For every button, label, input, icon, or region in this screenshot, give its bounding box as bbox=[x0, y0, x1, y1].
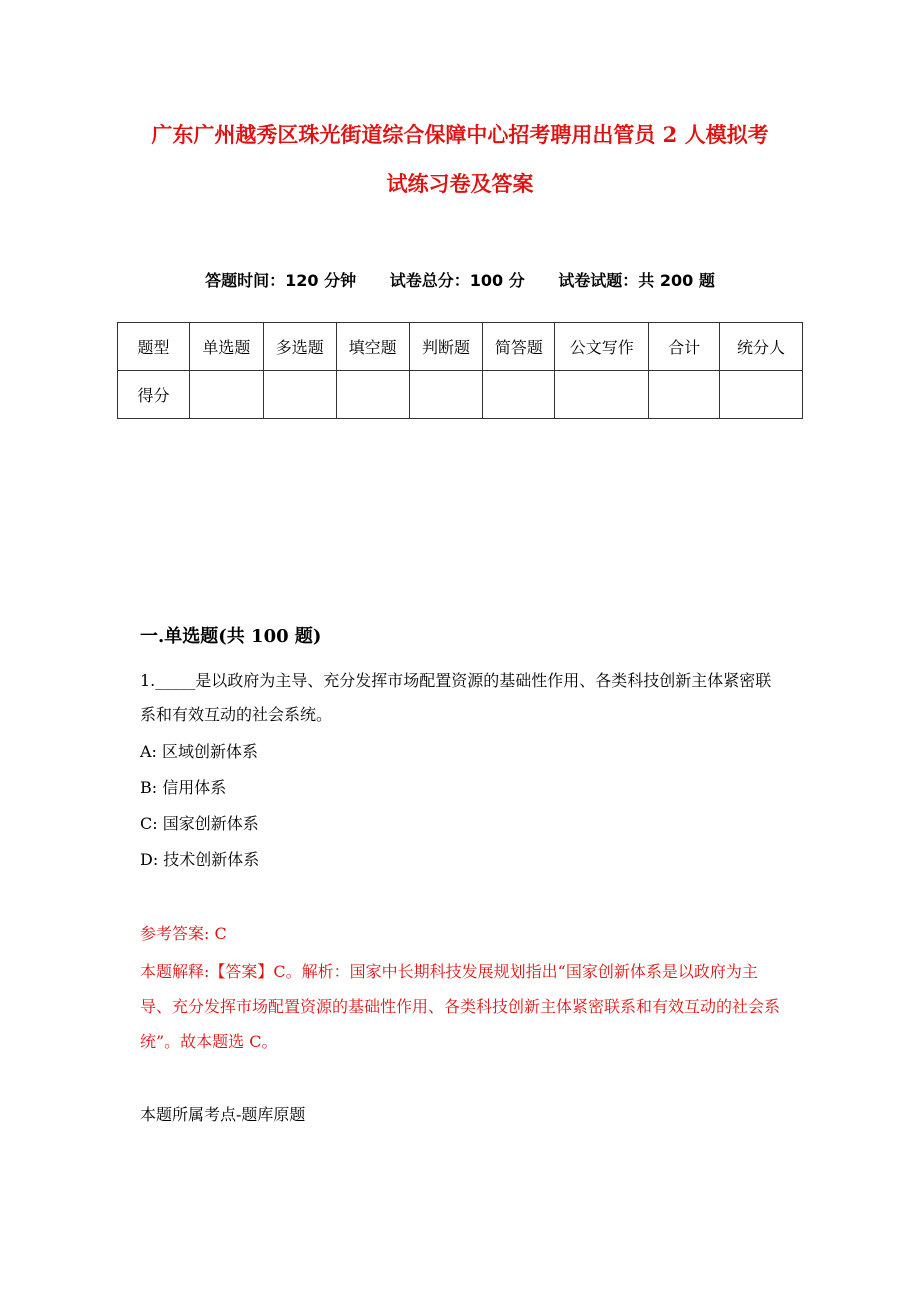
score-table bbox=[117, 322, 803, 419]
option-a: A: 区域创新体系 bbox=[140, 742, 259, 761]
question-stem: 1._____是以政府为主导、充分发挥市场配置资源的基础性作用、各类科技创新主体紧密联系和有效互动的社会系统。 bbox=[140, 671, 772, 724]
score-cell bbox=[483, 371, 555, 419]
score-table-header-row bbox=[118, 323, 803, 371]
exam-time: 答题时间：120 分钟 bbox=[205, 271, 357, 290]
answer-explanation: 本题解释:【答案】C。解析：国家中长期科技发展规划指出“国家创新体系是以政府为主导、充分发挥市场配置资源的基础性作用、各类科技创新主体紧密联系和有效互动的社会系统”。故本题选 C。 bbox=[140, 962, 781, 1051]
score-cell bbox=[649, 371, 720, 419]
exam-meta bbox=[0, 269, 920, 293]
document-title-line2: 试练习卷及答案 bbox=[386, 171, 534, 196]
question-source-note: 本题所属考点-题库原题 bbox=[140, 1105, 306, 1124]
score-table-header: 单选题 bbox=[189, 323, 263, 371]
score-table-header: 简答题 bbox=[483, 323, 555, 371]
score-cell bbox=[720, 371, 803, 419]
exam-total-score: 试卷总分：100 分 bbox=[389, 271, 525, 290]
option-c: C: 国家创新体系 bbox=[140, 814, 259, 833]
reference-answer: 参考答案: C bbox=[140, 924, 227, 943]
score-table-header: 公文写作 bbox=[555, 323, 649, 371]
score-cell bbox=[555, 371, 649, 419]
score-cell bbox=[409, 371, 483, 419]
section-title: 一.单选题(共 100 题) bbox=[140, 626, 322, 647]
score-row-label: 得分 bbox=[118, 371, 190, 419]
score-cell bbox=[263, 371, 336, 419]
score-cell bbox=[189, 371, 263, 419]
score-table-header: 多选题 bbox=[263, 323, 336, 371]
option-d: D: 技术创新体系 bbox=[140, 850, 260, 869]
score-cell bbox=[336, 371, 409, 419]
exam-question-count: 试卷试题：共 200 题 bbox=[558, 271, 715, 290]
score-table-header: 题型 bbox=[118, 323, 190, 371]
score-table-header: 判断题 bbox=[409, 323, 483, 371]
score-table-header: 统分人 bbox=[720, 323, 803, 371]
document-title-line1: 广东广州越秀区珠光街道综合保障中心招考聘用出管员 2 人模拟考 bbox=[151, 122, 769, 147]
score-table-row bbox=[118, 371, 803, 419]
score-table-header: 填空题 bbox=[336, 323, 409, 371]
score-table-header: 合计 bbox=[649, 323, 720, 371]
option-b: B: 信用体系 bbox=[140, 778, 227, 797]
